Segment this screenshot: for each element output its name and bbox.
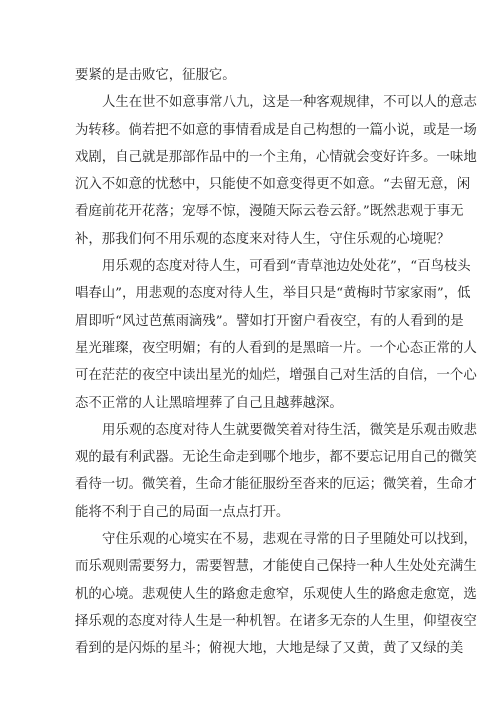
text-line: 人生在世不如意事常八九，这是一种客观规律，不可以人的意志 xyxy=(102,95,477,111)
paragraph-4 xyxy=(75,417,477,526)
text-line: 机的心境。悲观使人生的路愈走愈窄，乐观使人生的路愈走愈宽，选 xyxy=(75,586,477,602)
text-line: 能将不利于自己的局面一点点打开。 xyxy=(75,504,290,520)
paragraph-5 xyxy=(75,526,477,662)
text-line: 星光璀璨，夜空明媚；有的人看到的是黑暗一片。一个心态正常的人 xyxy=(75,340,477,356)
text-line: 看庭前花开花落；宠辱不惊，漫随天际云卷云舒。”既然悲观于事无 xyxy=(75,204,464,220)
text-line: 观的最有利武器。无论生命走到哪个地步，都不要忘记用自己的微笑 xyxy=(75,450,477,466)
paragraph-1 xyxy=(75,62,427,89)
paragraph-2 xyxy=(75,89,477,253)
text-line: 态不正常的人让黑暗埋葬了自己且越葬越深。 xyxy=(75,395,343,411)
text-line: 要紧的是击败它，征服它。 xyxy=(75,68,236,83)
text-line: 择乐观的态度对待人生是一种机智。在诸多无奈的人生里，仰望夜空 xyxy=(75,613,477,629)
text-line: 唱春山”，用悲观的态度对待人生，举目只是“黄梅时节家家雨”，低 xyxy=(75,286,471,302)
text-line: 用乐观的态度对待人生，可看到“青草池边处处花”，“百鸟枝头 xyxy=(102,259,471,275)
text-line: 补，那我们何不用乐观的态度来对待人生，守住乐观的心境呢？ xyxy=(75,231,450,247)
text-column xyxy=(75,62,477,663)
text-line: 眉即听“风过芭蕉雨滴残”。譬如打开窗户看夜空，有的人看到的是 xyxy=(75,313,464,329)
text-line: 为转移。倘若把不如意的事情看成是自己构想的一篇小说，或是一场 xyxy=(75,122,477,138)
text-line: 用乐观的态度对待人生就要微笑着对待生活，微笑是乐观击败悲 xyxy=(102,422,477,438)
paragraph-3 xyxy=(75,253,477,417)
text-line: 守住乐观的心境实在不易，悲观在寻常的日子里随处可以找到， xyxy=(102,532,477,548)
text-line: 可在茫茫的夜空中读出星光的灿烂，增强自己对生活的自信，一个心 xyxy=(75,368,477,384)
text-line: 看到的是闪烁的星斗；俯视大地，大地是绿了又黄，黄了又绿的美 xyxy=(75,641,464,657)
text-line: 沉入不如意的忧愁中，只能使不如意变得更不如意。“去留无意，闲 xyxy=(75,177,471,193)
text-line: 而乐观则需要努力，需要智慧，才能使自己保持一种人生处处充满生 xyxy=(75,559,477,575)
text-line: 戏剧，自己就是那部作品中的一个主角，心情就会变好许多。一味地 xyxy=(75,149,477,165)
text-line: 看待一切。微笑着，生命才能征服纷至沓来的厄运；微笑着，生命才 xyxy=(75,477,477,493)
